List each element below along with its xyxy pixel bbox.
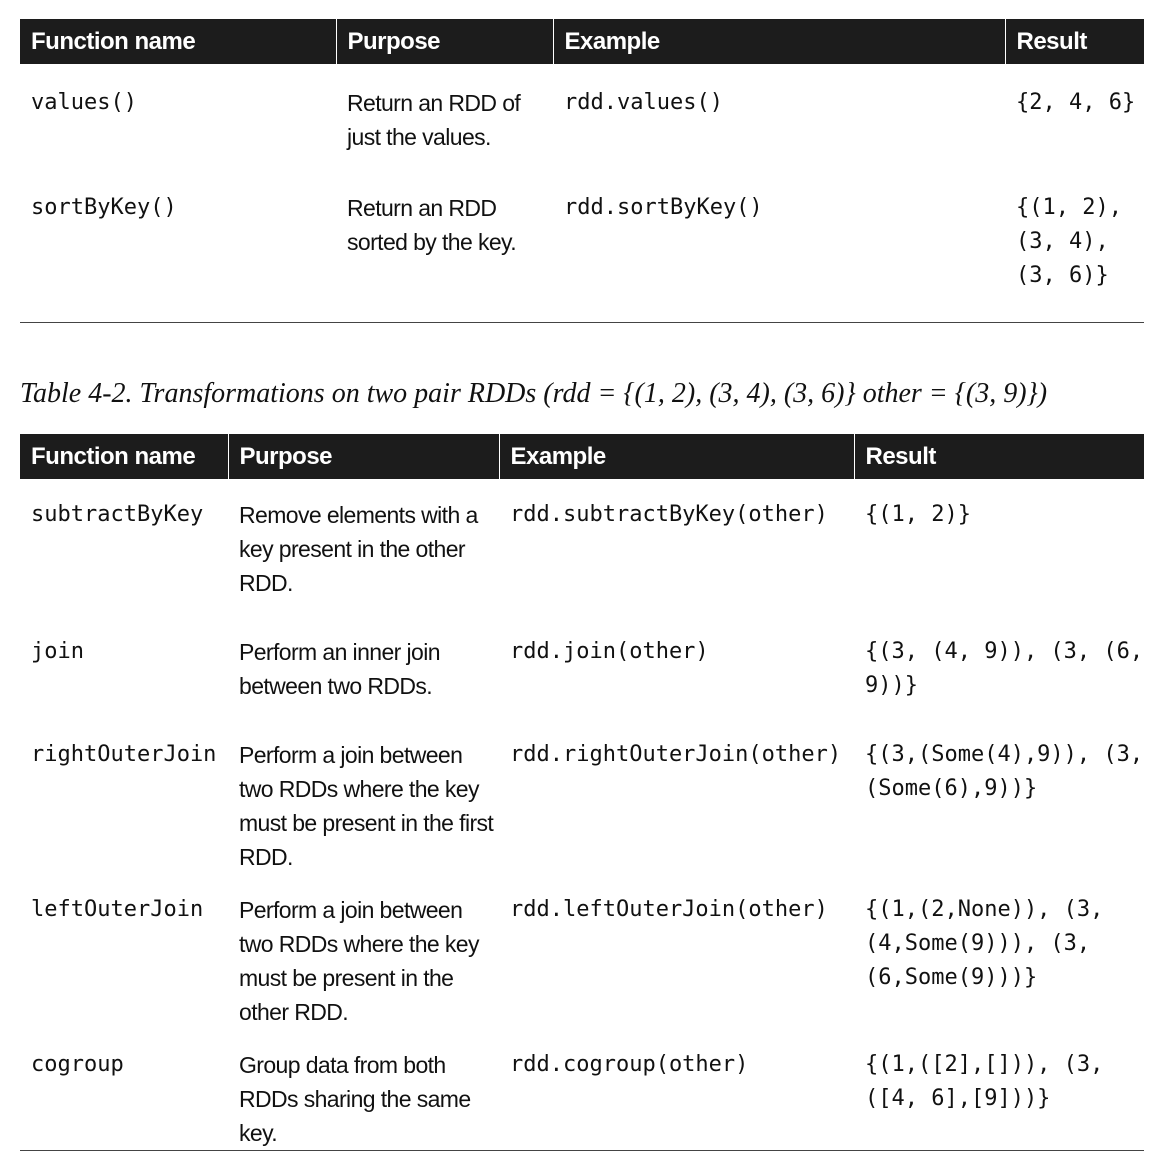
cell-purpose: Return an RDD of just the values. bbox=[347, 90, 521, 150]
cell-purpose: Return an RDD sorted by the key. bbox=[336, 169, 553, 323]
cell-purpose: Group data from both RDDs sharing the same key. bbox=[228, 1029, 499, 1151]
cell-function: sortByKey() bbox=[20, 169, 336, 323]
header-function-name: Function name bbox=[20, 434, 228, 479]
cell-example: rdd.leftOuterJoin(other) bbox=[510, 897, 828, 922]
table-row bbox=[20, 719, 1144, 874]
cell-result: {(1, 2), (3, 4), (3, 6)} bbox=[1005, 169, 1144, 323]
cell-function: rightOuterJoin bbox=[31, 742, 217, 767]
cell-example: rdd.cogroup(other) bbox=[499, 1029, 854, 1151]
cell-purpose: Remove elements with a key present in the other RDD. bbox=[239, 502, 478, 596]
cell-function: join bbox=[31, 639, 84, 664]
cell-example: rdd.values() bbox=[564, 90, 723, 115]
header-function-name: Function name bbox=[20, 19, 336, 64]
cell-example: rdd.rightOuterJoin(other) bbox=[510, 742, 842, 767]
table-two-pair-rdd-transformations bbox=[20, 434, 1144, 1151]
header-result: Result bbox=[854, 434, 1144, 479]
cell-example: rdd.join(other) bbox=[510, 639, 709, 664]
table-row bbox=[20, 874, 1144, 1029]
table-row bbox=[20, 1029, 1144, 1151]
table-row bbox=[20, 479, 1144, 616]
cell-result: {2, 4, 6} bbox=[1016, 90, 1136, 115]
cell-purpose: Perform a join between two RDDs where the key must be present in the other RDD. bbox=[239, 897, 479, 1025]
cell-function: cogroup bbox=[20, 1029, 228, 1151]
table-header-row bbox=[20, 434, 1144, 479]
header-purpose: Purpose bbox=[228, 434, 499, 479]
cell-result: {(3,(Some(4),9)), (3,(Some(6),9))} bbox=[865, 742, 1144, 801]
table-row bbox=[20, 64, 1144, 169]
cell-result: {(1, 2)} bbox=[865, 502, 971, 527]
table-header-row bbox=[20, 19, 1144, 64]
cell-result: {(1,(2,None)), (3, (4,Some(9))), (3, (6,Some(9)))} bbox=[865, 897, 1104, 990]
cell-function: leftOuterJoin bbox=[31, 897, 204, 922]
table-row bbox=[20, 616, 1144, 719]
cell-purpose: Perform an inner join between two RDDs. bbox=[239, 639, 440, 699]
cell-function: subtractByKey bbox=[31, 502, 204, 527]
header-purpose: Purpose bbox=[336, 19, 553, 64]
cell-example: rdd.sortByKey() bbox=[553, 169, 1005, 323]
cell-function: values() bbox=[31, 90, 137, 115]
table-row bbox=[20, 169, 1144, 323]
cell-example: rdd.subtractByKey(other) bbox=[510, 502, 828, 527]
cell-purpose: Perform a join between two RDDs where the key must be present in the first RDD. bbox=[239, 742, 494, 870]
header-example: Example bbox=[553, 19, 1005, 64]
header-example: Example bbox=[499, 434, 854, 479]
header-result: Result bbox=[1005, 19, 1144, 64]
table-caption: Table 4-2. Transformations on two pair RDDs (rdd = {(1, 2), (3, 4), (3, 6)} other = {(3, 9)}) bbox=[20, 378, 1048, 409]
table-pair-rdd-transformations-continued bbox=[20, 19, 1144, 323]
cell-result: {(3, (4, 9)), (3, (6, 9))} bbox=[865, 639, 1144, 698]
cell-result: {(1,([2],[])), (3, ([4, 6],[9]))} bbox=[854, 1029, 1144, 1151]
